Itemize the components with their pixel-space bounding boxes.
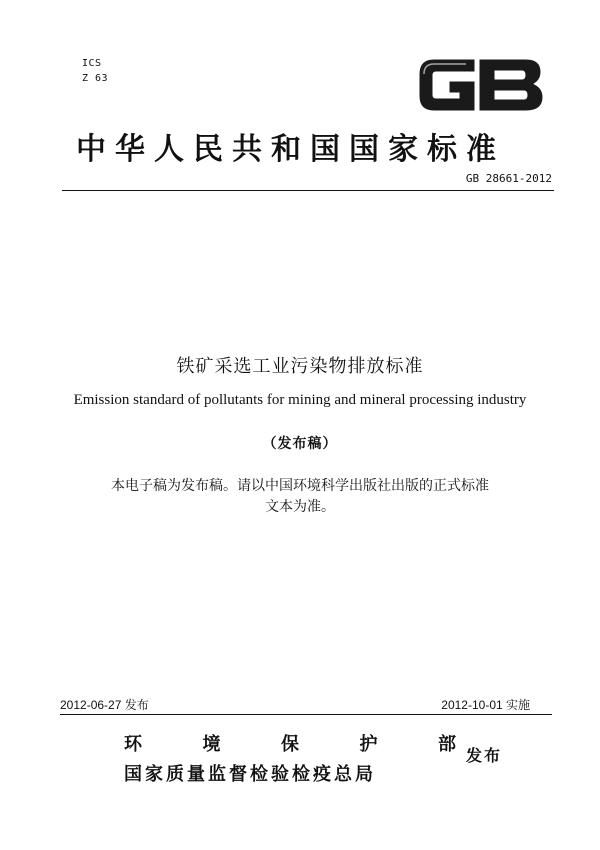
ics-label: ICS <box>82 58 102 69</box>
notice-line-1: 本电子稿为发布稿。请以中国环境科学出版社出版的正式标准 <box>111 478 489 494</box>
issuer-ministry <box>124 730 456 756</box>
issuer-aqsiq: 国家质量监督检验检疫总局 <box>124 764 376 785</box>
issuer-ministry-char: 保 <box>281 734 299 755</box>
issuer-ministry-char: 部 <box>438 734 456 755</box>
ics-code: Z 63 <box>82 73 109 84</box>
gb-logo-b-shape <box>480 60 542 110</box>
bottom-divider <box>60 714 552 715</box>
chinese-title: 铁矿采选工业污染物排放标准 <box>176 356 424 377</box>
notice-line-2: 文本为准。 <box>265 499 335 515</box>
top-divider <box>62 190 554 191</box>
issuer-ministry-char: 环 <box>124 734 142 755</box>
issuer-ministry-char: 境 <box>202 734 221 755</box>
ics-block <box>82 56 108 86</box>
issuer-ministry-char: 护 <box>359 734 378 755</box>
gb-logo-g-shape <box>420 60 474 110</box>
effective-date: 2012-10-01 实施 <box>441 698 530 712</box>
standard-type-title: 中华人民共和国国家标准 <box>76 132 505 167</box>
standard-number: GB 28661-2012 <box>465 172 552 185</box>
draft-label: （发布稿） <box>262 436 338 452</box>
publish-word: 发布 <box>466 746 503 765</box>
english-title: Emission standard of pollutants for mining and mineral processing industry <box>73 392 527 408</box>
issue-date: 2012-06-27 发布 <box>60 698 149 712</box>
gb-logo-icon <box>416 56 544 114</box>
